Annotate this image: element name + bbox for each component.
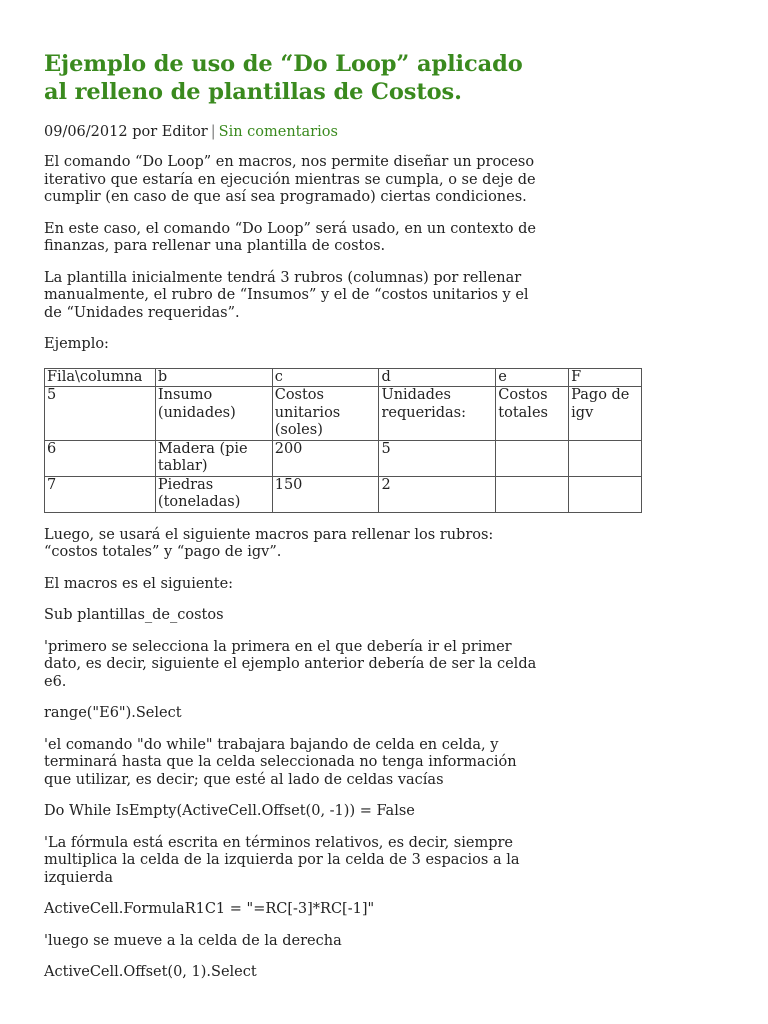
table-cell: 5 — [379, 440, 496, 476]
table-cell: 150 — [272, 476, 379, 512]
code-line: ActiveCell.Offset(0, 1).Select — [44, 964, 257, 980]
table-row — [45, 476, 642, 512]
paragraph-template: La plantilla inicialmente tendrá 3 rubros (columnas) por rellenar manualmente, el rubro de “Insumos” y el de “costos unitarios y el de “Unidades requeridas”. — [44, 269, 529, 321]
table-cell: Pago de igv — [569, 387, 642, 441]
table-header-cell: F — [569, 368, 642, 387]
table-row — [45, 387, 642, 441]
paragraph-macro-intro: El macros es el siguiente: — [44, 575, 234, 592]
code-comment: 'luego se mueve a la celda de la derecha — [44, 932, 342, 949]
table-cell: Costos unitarios (soles) — [272, 387, 379, 441]
paragraph-intro: El comando “Do Loop” en macros, nos permite diseñar un proceso iterativo que estaría en ejecución mientras se cumpla, o se deje de cumplir (en caso de que así sea programado) ciertas condiciones. — [44, 154, 536, 205]
code-comment: 'La fórmula está escrita en términos relativos, es decir, siempre multiplica la celda de la izquierda por la celda de 3 espacios a la izquierda — [44, 834, 520, 886]
table-cell: Costos totales — [496, 387, 569, 441]
paragraph-context: En este caso, el comando “Do Loop” será usado, en un contexto de finanzas, para rellenar una plantilla de costos. — [44, 220, 537, 254]
table-cell — [569, 440, 642, 476]
table-cell: 200 — [272, 440, 379, 476]
code-line: ActiveCell.FormulaR1C1 = "=RC[-3]*RC[-1]" — [44, 901, 375, 917]
code-line: Do While IsEmpty(ActiveCell.Offset(0, -1)) = False — [44, 803, 415, 819]
table-header-cell: c — [272, 368, 379, 387]
paragraph-after-table: Luego, se usará el siguiente macros para rellenar los rubros: “costos totales” y “pago de igv”. — [44, 526, 494, 560]
article-title: Ejemplo de uso de “Do Loop” aplicado al relleno de plantillas de Costos. — [44, 51, 523, 105]
cost-template-table — [44, 368, 642, 513]
post-meta — [44, 123, 724, 141]
table-cell: Madera (pie tablar) — [155, 440, 272, 476]
table-header-cell: e — [496, 368, 569, 387]
table-header-cell: b — [155, 368, 272, 387]
table-row — [45, 440, 642, 476]
table-cell: 5 — [45, 387, 156, 441]
comments-link[interactable]: Sin comentarios — [218, 124, 338, 140]
table-header-row — [45, 368, 642, 387]
by-label: por — [132, 124, 158, 140]
paragraph-example-label: Ejemplo: — [44, 336, 109, 352]
table-cell — [496, 476, 569, 512]
code-comment: 'primero se selecciona la primera en el que debería ir el primer dato, es decir, siguiente el ejemplo anterior debería de ser la celda e6. — [44, 638, 537, 690]
code-line: Sub plantillas_de_costos — [44, 607, 224, 623]
code-line: range("E6").Select — [44, 705, 182, 721]
table-header-cell: Fila\columna — [45, 368, 156, 387]
table-cell — [569, 476, 642, 512]
table-header-cell: d — [379, 368, 496, 387]
post-date: 09/06/2012 — [44, 124, 128, 140]
table-cell: 2 — [379, 476, 496, 512]
meta-separator: | — [210, 124, 216, 140]
table-cell: Piedras (toneladas) — [155, 476, 272, 512]
code-comment: 'el comando "do while" trabajara bajando de celda en celda, y terminará hasta que la celda seleccionada no tenga información que utilizar, es decir; que esté al lado de celdas vacías — [44, 736, 517, 788]
table-cell — [496, 440, 569, 476]
post-author: Editor — [161, 124, 208, 140]
table-cell: 6 — [45, 440, 156, 476]
table-cell: Unidades requeridas: — [379, 387, 496, 441]
table-cell: 7 — [45, 476, 156, 512]
table-cell: Insumo (unidades) — [155, 387, 272, 441]
